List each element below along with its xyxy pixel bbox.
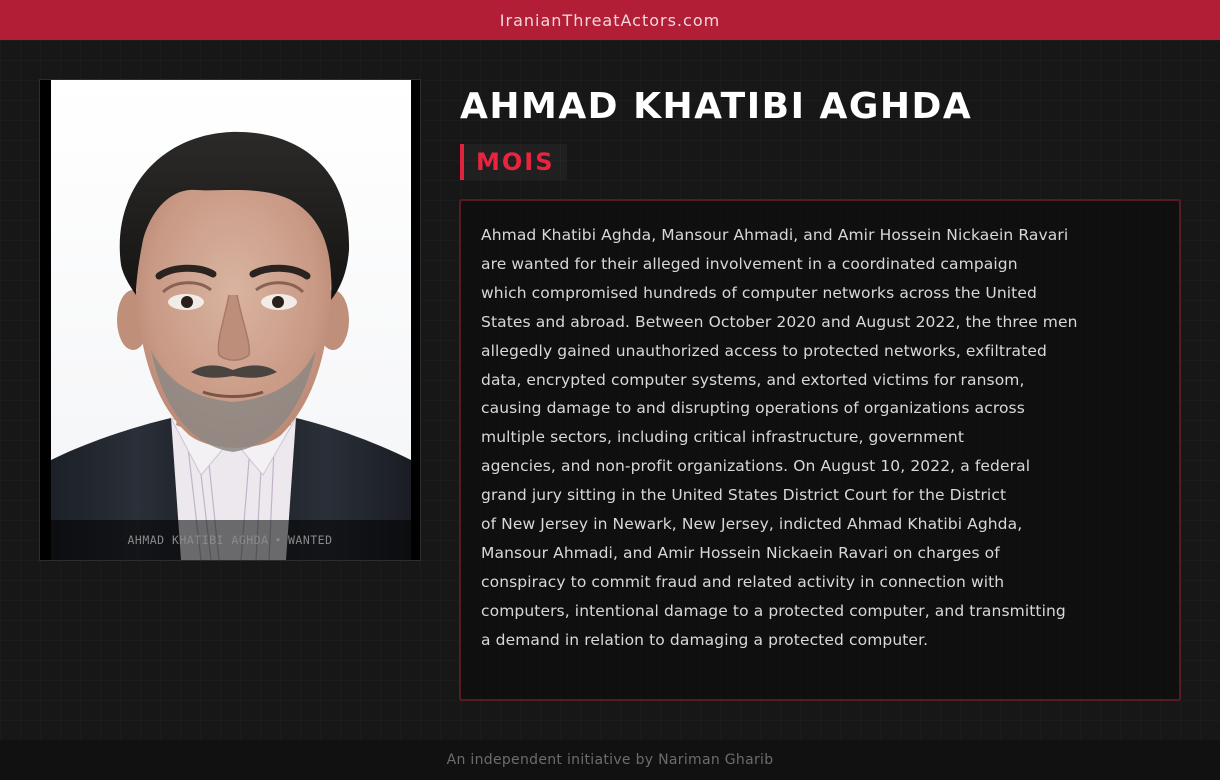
bio-line: States and abroad. Between October 2020 and August 2022, the three men <box>481 312 1078 331</box>
profile-photo-frame <box>39 79 421 561</box>
bio-line: agencies, and non-profit organizations. On August 10, 2022, a federal <box>481 457 1031 476</box>
bio-text <box>481 221 1101 655</box>
bio-card <box>459 199 1181 701</box>
bio-line: of New Jersey in Newark, New Jersey, indicted Ahmad Khatibi Aghda, <box>481 515 1023 534</box>
bio-line: causing damage to and disrupting operations of organizations across <box>481 399 1025 418</box>
portrait-illustration <box>51 80 411 560</box>
bio-line: which compromised hundreds of computer networks across the United <box>481 283 1037 302</box>
bio-line: computers, intentional damage to a protected computer, and transmitting <box>481 601 1066 620</box>
bio-line: a demand in relation to damaging a protected computer. <box>481 630 929 649</box>
bio-line: allegedly gained unauthorized access to protected networks, exfiltrated <box>481 341 1047 360</box>
caption-name: AHMAD KHATIBI AGHDA <box>127 533 269 547</box>
organization-label: MOIS <box>476 148 555 176</box>
bio-line: Ahmad Khatibi Aghda, Mansour Ahmadi, and Amir Hossein Nickaein Ravari <box>481 226 1069 244</box>
bio-line: conspiracy to commit fraud and related activity in connection with <box>481 572 1005 591</box>
caption-separator: • <box>274 533 282 547</box>
top-banner <box>0 0 1220 40</box>
site-name-link[interactable]: IranianThreatActors.com <box>499 10 721 30</box>
footer-credit: An independent initiative by Nariman Gharib <box>446 752 774 768</box>
profile-name: AHMAD KHATIBI AGHDA <box>460 86 973 127</box>
bio-line: grand jury sitting in the United States District Court for the District <box>481 486 1007 505</box>
bio-line: data, encrypted computer systems, and extorted victims for ransom, <box>481 370 1025 389</box>
photo-caption <box>40 520 420 560</box>
footer <box>0 740 1220 780</box>
bio-line: are wanted for their alleged involvement in a coordinated campaign <box>481 254 1018 273</box>
bio-line: Mansour Ahmadi, and Amir Hossein Nickaein Ravari on charges of <box>481 543 1000 562</box>
organization-badge <box>460 144 567 180</box>
caption-status: WANTED <box>287 533 333 547</box>
profile-photo <box>51 80 411 560</box>
bio-line: multiple sectors, including critical infrastructure, government <box>481 428 965 447</box>
